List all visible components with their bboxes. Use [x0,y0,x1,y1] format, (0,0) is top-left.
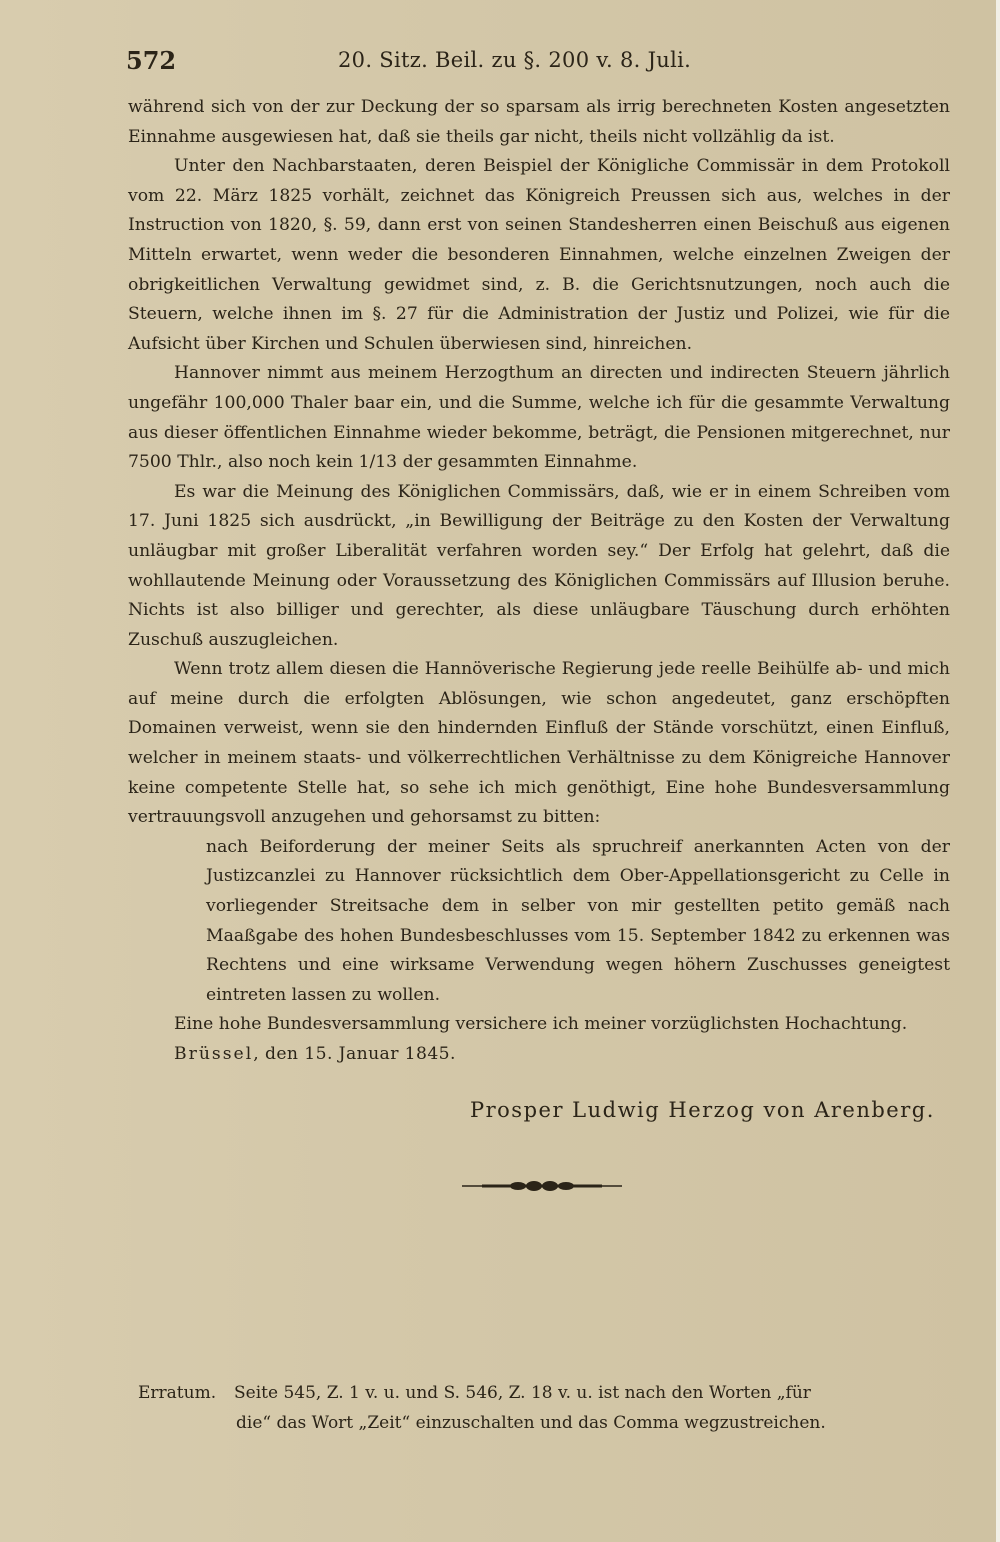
divider-ornament [462,1178,622,1194]
body-text [128,93,950,1070]
paragraph-continued: während sich von der zur Deckung der so sparsam als irrig berechneten Kosten angesetzten Einnahme ausgewiesen hat, daß sie theils gar nicht, theils nicht vollzählig da ist. [128,97,950,147]
dateline-place: Brüssel [174,1044,254,1064]
erratum-line-2: die“ das Wort „Zeit“ einzuschalten und das Comma wegzustreichen. [236,1413,826,1433]
paragraph-hannover-taxes: Hannover nimmt aus meinem Herzogthum an directen und indirecten Steuern jährlich ungefähr 100,000 Thaler baar ein, und die Summe, welche ich für die gesammte Verwaltung aus dieser öffentlichen Einnahme wieder bekomme, beträgt, die Pensionen mitgerechnet, nur 7500 Thlr., also noch kein 1/13 der gesammten Einnahme. [128,363,950,473]
erratum-line-1: Seite 545, Z. 1 v. u. und S. 546, Z. 18 v. u. ist nach den Worten „für [234,1383,811,1403]
paragraph-neighbour-states: Unter den Nachbarstaaten, deren Beispiel der Königliche Commissär in dem Protokoll vom 22. März 1825 vorhält, zeichnet das Königreich Preussen sich aus, welches in der Instruction von 1820, §. 59, dann erst von seinen Standesherren einen Beischuß aus eigenen Mitteln erwartet, wenn weder die besonderen Einnahmen, welche einzelnen Zweigen der obrigkeitlichen Verwaltung gewidmet sind, z. B. die Gerichtsnutzungen, noch auch die Steuern, welche ihnen im §. 27 für die Administration der Justiz und Polizei, wie für die Aufsicht über Kirchen und Schulen überwiesen sind, hinreichen. [128,156,950,354]
dateline-date: , den 15. Januar 1845. [253,1044,456,1064]
page-header [0,46,1000,78]
running-head: 20. Sitz. Beil. zu §. 200 v. 8. Juli. [338,48,692,72]
request-text: nach Beiforderung der meiner Seits als spruchreif anerkannten Acten von der Justizcanzlei zu Hannover rücksichtlich dem Ober-Appellationsgericht zu Celle in vorliegender Streitsache dem in selber von mir gestellten petito gemäß nach Maaßgabe des hohen Bundesbeschlusses vom 15. September 1842 zu erkennen was Rechtens und eine wirksame Verwendung wegen höhern Zuschusses geneigtest eintreten lassen zu wollen. [206,836,950,1005]
signature: Prosper Ludwig Herzog von Arenberg. [470,1098,935,1122]
erratum-label: Erratum. [138,1383,217,1403]
erratum-note [138,1378,950,1438]
salutation: Eine hohe Bundesversammlung versichere ich meiner vorzüglichsten Hochachtung. [174,1014,908,1035]
paragraph-commissioner-opinion: Es war die Meinung des Königlichen Commissärs, daß, wie er in einem Schreiben vom 17. Juni 1825 sich ausdrückt, „in Bewilligung der Beiträge zu den Kosten der Verwaltung unläugbar mit großer Liberalität verfahren worden sey.“ Der Erfolg hat gelehrt, daß die wohllautende Meinung oder Voraussetzung des Königlichen Commissärs auf Illusion beruhe. Nichts ist also billiger und gerechter, als diese unläugbare Täuschung durch erhöhten Zuschuß auszugleichen. [128,481,950,650]
paragraph-petition: Wenn trotz allem diesen die Hannöverische Regierung jede reelle Beihülfe ab- und mich auf meine durch die erfolgten Ablösungen, wie schon angedeutet, ganz erschöpften Domainen verweist, wenn sie den hindernden Einfluß der Stände vorschützt, einen Einfluß, welcher in meinem staats- und völkerrechtlichen Verhältnisse zu dem Königreiche Hannover keine competente Stelle hat, so sehe ich mich genöthigt, Eine hohe Bundesversammlung vertrauungsvoll anzugehen und gehorsamst zu bitten: [128,659,950,828]
page-number: 572 [126,46,177,75]
dateline [128,1040,950,1070]
